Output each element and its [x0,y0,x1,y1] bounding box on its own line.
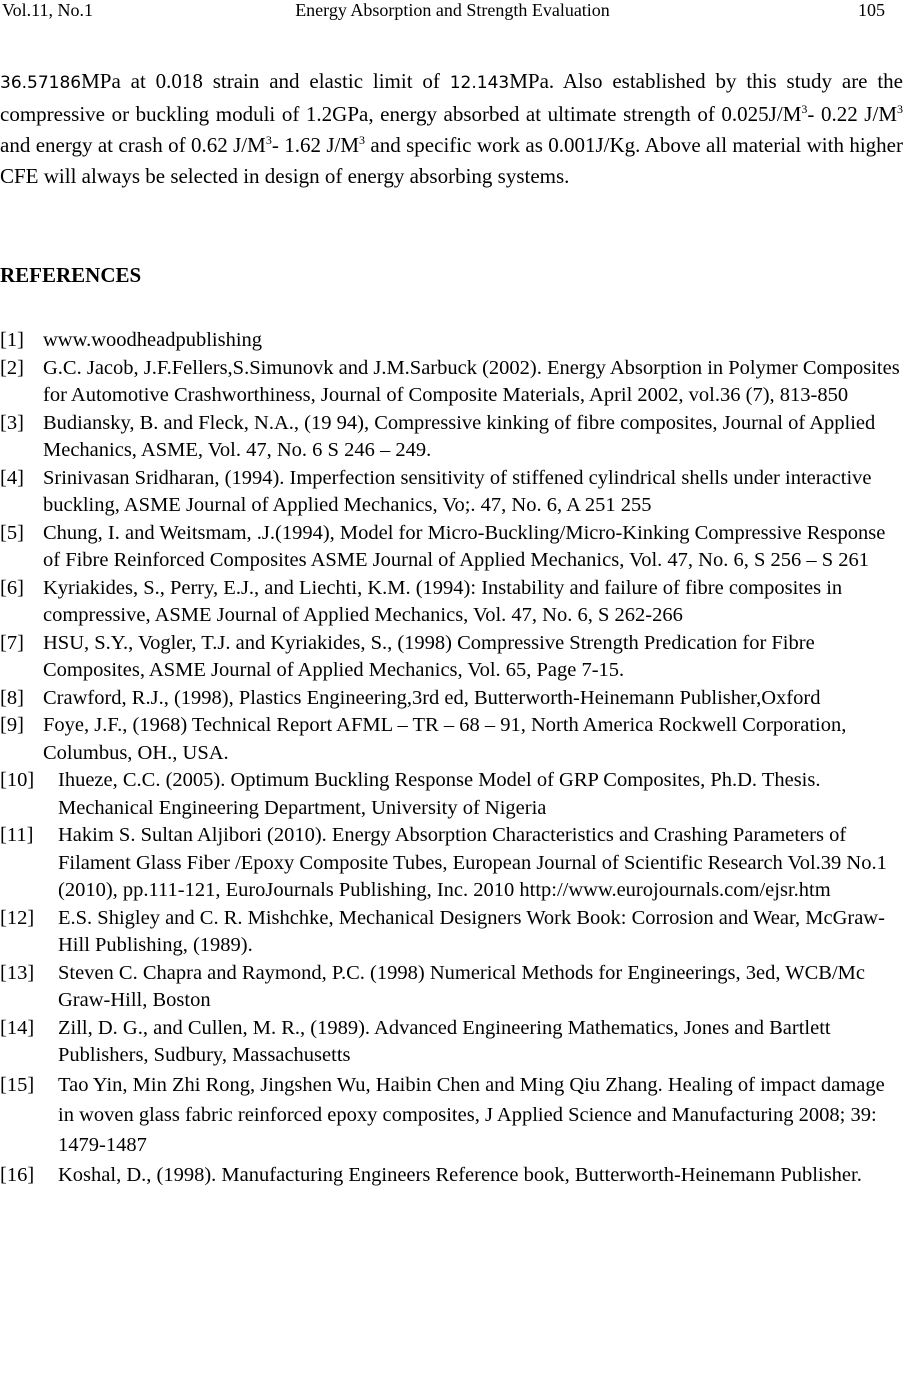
reference-number: [15] [0,1073,35,1096]
reference-number: [12] [0,906,35,929]
reference-text: Hakim S. Sultan Aljibori (2010). Energy Absorption Characteristics and Crashing Parameters of Filament Glass Fiber /Epoxy Composite Tubes, European Journal of Scientific Research Vol.39 No.1 (2010), pp.111-121, EuroJournals Publishing, Inc. 2010 http://www.eurojournals.com/ejsr.htm [58,824,887,901]
reference-text: Zill, D. G., and Cullen, M. R., (1989). Advanced Engineering Mathematics, Jones and Bartlett Publishers, Sudbury, Massachusetts [58,1016,831,1066]
reference-item [0,1015,905,1070]
superscript: 3 [897,102,903,116]
reference-text: Steven C. Chapra and Raymond, P.C. (1998) Numerical Methods for Engineerings, 3ed, WCB/Mc Graw-Hill, Boston [58,961,865,1011]
paragraph-text-5: - 1.62 J/M [271,133,360,157]
reference-item [0,685,905,713]
reference-item [0,355,905,410]
reference-item [0,960,905,1015]
reference-number: [14] [0,1016,35,1039]
value-ultimate-strength: 36.57186 [0,73,82,93]
reference-item [0,1160,905,1191]
reference-item [0,410,905,465]
superscript: 3 [265,133,272,147]
reference-item [0,630,905,685]
reference-item [0,520,905,575]
reference-item [0,905,905,960]
volume-label: Vol.11, No.1 [2,0,94,20]
reference-item [0,575,905,630]
paragraph-text-4: and energy at crash of 0.62 J/M [0,133,266,157]
reference-number: [11] [0,824,34,846]
reference-text: Srinivasan Sridharan, (1994). Imperfection sensitivity of stiffened cylindrical shells under interactive buckling, ASME Journal of Applied Mechanics, Vo;. 47, No. 6, A 251 255 [43,466,872,516]
reference-text: Tao Yin, Min Zhi Rong, Jingshen Wu, Haibin Chen and Ming Qiu Zhang. Healing of impact damage in woven glass fabric reinforced epoxy composites, J Applied Science and Manufacturing 2008; 39: 1479-1487 [58,1073,885,1156]
reference-number: [5] [0,521,24,544]
reference-item [0,767,905,822]
reference-item [0,822,905,905]
reference-text: Budiansky, B. and Fleck, N.A., (19 94), Compressive kinking of fibre composites, Journal of Applied Mechanics, ASME, Vol. 47, No. 6 S 246 – 249. [43,411,876,461]
reference-number: [10] [0,769,35,791]
reference-text: G.C. Jacob, J.F.Fellers,S.Simunovk and J.M.Sarbuck (2002). Energy Absorption in Polymer Composites for Automotive Crashworthiness, Journal of Composite Materials, April 2002, vol.36 (7), 813-850 [43,356,900,406]
reference-number: [8] [0,686,24,709]
reference-number: [4] [0,466,24,489]
reference-item [0,327,905,355]
reference-text: HSU, S.Y., Vogler, T.J. and Kyriakides, S., (1998) Compressive Strength Predication for Fibre Composites, ASME Journal of Applied Mechanics, Vol. 65, Page 7-15. [43,631,815,681]
reference-item [0,465,905,520]
conclusion-paragraph [0,66,903,192]
page-number: 105 [858,0,885,20]
paragraph-text-6: and specific work as 0.001J/Kg. Above all material with higher CFE will always be selected in design of energy absorbing systems. [0,133,903,188]
paragraph-text-1: MPa at 0.018 strain and elastic limit of [81,69,450,93]
reference-text: Crawford, R.J., (1998), Plastics Engineering,3rd ed, Butterworth-Heinemann Publisher,Oxford [43,686,821,709]
reference-text: E.S. Shigley and C. R. Mishchke, Mechanical Designers Work Book: Corrosion and Wear, McGraw-Hill Publishing, (1989). [58,906,885,956]
header-title: Energy Absorption and Strength Evaluation [295,0,610,20]
paragraph-text-3: - 0.22 J/M [807,102,897,126]
reference-item [0,1070,905,1160]
reference-text: Foye, J.F., (1968) Technical Report AFML – TR – 68 – 91, North America Rockwell Corporation, Columbus, OH., USA. [43,714,847,764]
reference-number: [7] [0,631,24,654]
superscript: 3 [359,133,366,147]
reference-text: www.woodheadpublishing [43,329,263,351]
reference-number: [6] [0,576,24,599]
reference-number: [9] [0,714,24,736]
reference-text: Chung, I. and Weitsmam, .J.(1994), Model for Micro-Buckling/Micro-Kinking Compressive Response of Fibre Reinforced Composites ASME Journal of Applied Mechanics, Vol. 47, No. 6, S 256 – S 261 [43,521,886,571]
reference-text: Kyriakides, S., Perry, E.J., and Liechti, K.M. (1994): Instability and failure of fibre composites in compressive, ASME Journal of Applied Mechanics, Vol. 47, No. 6, S 262-266 [43,576,843,626]
reference-text: Koshal, D., (1998). Manufacturing Engineers Reference book, Butterworth-Heinemann Publisher. [58,1163,862,1186]
reference-number: [1] [0,329,24,351]
reference-number: [13] [0,961,35,984]
reference-list [0,327,905,1191]
value-elastic-limit: 12.143 [449,73,510,93]
running-header [0,0,905,22]
reference-number: [16] [0,1163,35,1186]
reference-item [0,712,905,767]
paragraph-text-2: MPa. Also established by this study are the compressive or buckling moduli of 1.2GPa, energy absorbed at ultimate strength of 0.025J/M [0,69,904,126]
superscript: 3 [801,102,808,116]
reference-number: [3] [0,411,24,434]
reference-number: [2] [0,356,24,379]
reference-text: Ihueze, C.C. (2005). Optimum Buckling Response Model of GRP Composites, Ph.D. Thesis. Mechanical Engineering Department, University of Nigeria [58,769,821,819]
references-heading: REFERENCES [0,263,142,287]
